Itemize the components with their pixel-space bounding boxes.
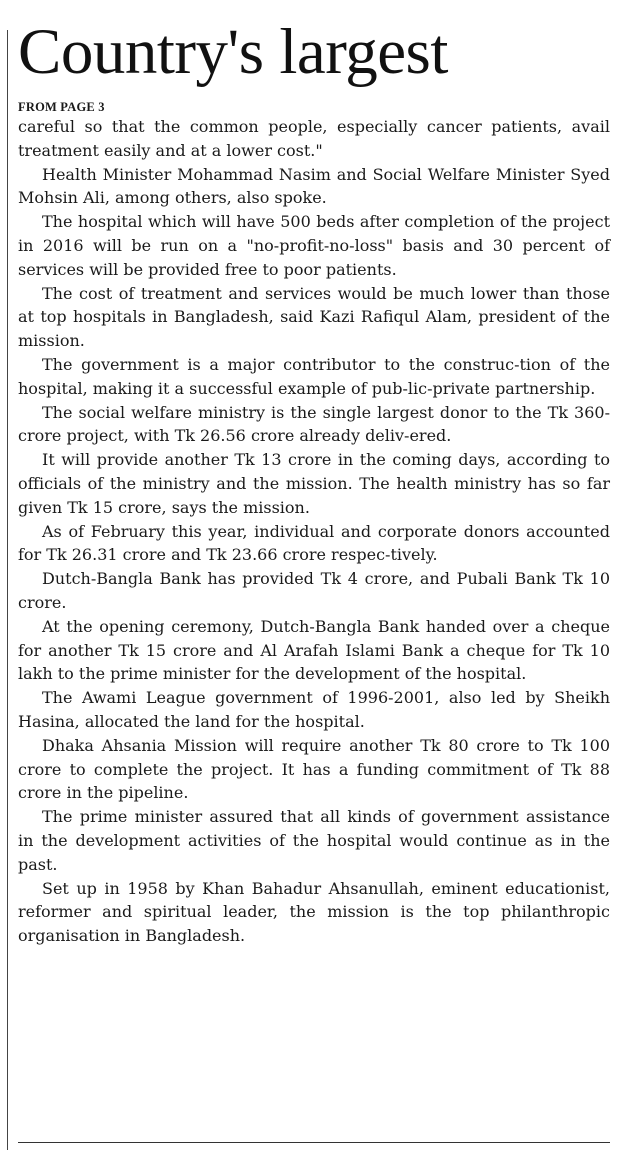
headline: Country's largest	[18, 16, 448, 88]
paragraph: At the opening ceremony, Dutch-Bangla Bank handed over a cheque for another Tk 15 crore and Al Arafah Islami Bank a cheque for Tk 10 lakh to the prime minister for the development of the hospital.	[18, 616, 610, 684]
paragraph: Set up in 1958 by Khan Bahadur Ahsanullah, eminent educationist, reformer and spiritual leader, the mission is the top philanthropic organisation in Bangladesh.	[18, 878, 610, 946]
paragraph: The social welfare ministry is the single largest donor to the Tk 360-crore project, with Tk 26.56 crore already deliv-ered.	[18, 402, 610, 446]
paragraph: As of February this year, individual and corporate donors accounted for Tk 26.31 crore and Tk 23.66 crore respec-tively.	[18, 521, 610, 565]
jump-label: FROM PAGE 3	[18, 100, 105, 114]
paragraph: The Awami League government of 1996-2001, also led by Sheikh Hasina, allocated the land for the hospital.	[18, 688, 610, 731]
paragraph: The prime minister assured that all kinds of government assistance in the development activities of the hospital would continue as in the past.	[18, 807, 610, 874]
article-body	[18, 115, 610, 948]
paragraph: Dhaka Ahsania Mission will require another Tk 80 crore to Tk 100 crore to complete the project. It has a funding commitment of Tk 88 crore in the pipeline.	[18, 735, 610, 803]
left-column-rule	[7, 30, 8, 1150]
paragraph: The hospital which will have 500 beds after completion of the project in 2016 will be run on a "no-profit-no-loss" basis and 30 percent of services will be provided free to poor patients.	[18, 212, 610, 279]
paragraph: Health Minister Mohammad Nasim and Social Welfare Minister Syed Mohsin Ali, among others, also spoke.	[18, 164, 610, 208]
bottom-rule	[18, 1142, 610, 1143]
paragraph: careful so that the common people, especially cancer patients, avail treatment easily and at a lower cost."	[18, 117, 610, 160]
paragraph: Dutch-Bangla Bank has provided Tk 4 crore, and Pubali Bank Tk 10 crore.	[18, 569, 610, 612]
paragraph: The government is a major contributor to the construc-tion of the hospital, making it a successful example of pub-lic-private partnership.	[18, 354, 610, 398]
paragraph: It will provide another Tk 13 crore in the coming days, according to officials of the ministry and the mission. The health ministry has so far given Tk 15 crore, says the mission.	[18, 450, 610, 517]
article	[18, 0, 610, 948]
paragraph: The cost of treatment and services would be much lower than those at top hospitals in Bangladesh, said Kazi Rafiqul Alam, president of the mission.	[18, 283, 610, 351]
